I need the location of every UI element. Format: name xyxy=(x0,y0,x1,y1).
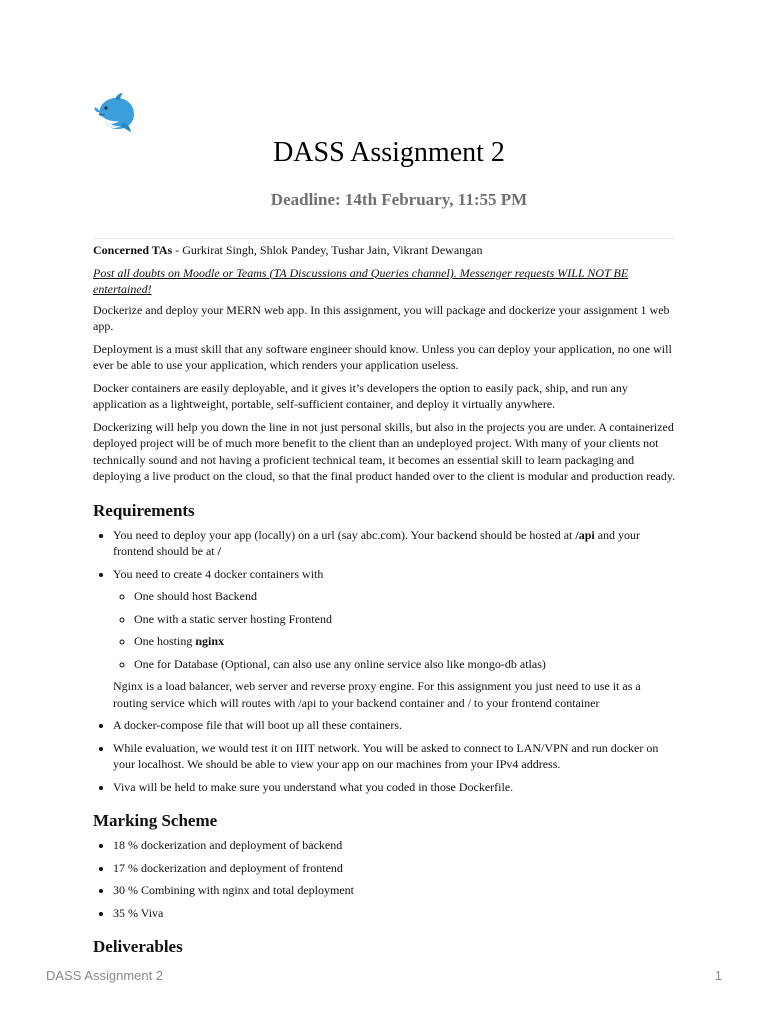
deliverables-heading: Deliverables xyxy=(93,937,183,956)
dolphin-icon xyxy=(93,92,137,134)
list-item: • 18 % dockerization and deployment of backend xyxy=(113,837,677,854)
list-item: • Viva will be held to make sure you understand what you coded in those Dockerfile. xyxy=(113,779,677,796)
nginx-label: nginx xyxy=(195,634,225,648)
page-number: 1 xyxy=(714,968,722,983)
requirements-heading: Requirements xyxy=(93,500,195,520)
req-text: One hosting xyxy=(134,634,196,648)
intro-paragraph: Dockerize and deploy your MERN web app. In this assignment, you will package and dockerize your assignment 1 web app. xyxy=(93,302,670,333)
req-text: You need to create 4 docker containers with xyxy=(113,566,324,581)
page-title: DASS Assignment 2 xyxy=(273,137,505,168)
req-text: and your frontend should be at xyxy=(113,527,641,558)
api-path: /api xyxy=(575,527,595,542)
divider xyxy=(93,238,675,239)
list-item xyxy=(113,527,677,560)
nginx-note: Nginx is a load balancer, web server and reverse proxy engine. For this assignment you just need to use it as a routing service which will routes with /api to your backend container and / to your frontend container xyxy=(113,679,641,710)
req-text: You need to deploy your app (locally) on a url (say abc.com). Your backend should be hosted at xyxy=(113,527,576,542)
marking-list xyxy=(93,837,677,921)
tas-label: Concerned TAs xyxy=(93,243,173,257)
intro-paragraph: Docker containers are easily deployable, and it gives it’s developers the option to easily pack, ship, and run any application as a lightweight, portable, self-sufficient container, and deploy it virtually anywhere. xyxy=(93,380,628,411)
intro-paragraph: Dockerizing will help you down the line in not just personal skills, but also in the projects you are under. A containerized deployed project will be of much more benefit to the client than an undeployed project. With many of your clients not technically sound and not having a proficient technical team, it becomes an essential skill to learn packaging and deploying a live product on the cloud, so that the final product handed over to the client is modular and production ready. xyxy=(93,419,676,483)
list-item: • A docker-compose file that will boot up all these containers. xyxy=(113,717,677,734)
list-item: ◦ One should host Backend xyxy=(134,588,677,605)
containers-list xyxy=(113,588,677,672)
document-body xyxy=(93,242,677,963)
list-item: • 17 % dockerization and deployment of frontend xyxy=(113,860,677,877)
list-item: • While evaluation, we would test it on IIIT network. You will be asked to connect to LAN/VPN and run docker on your localhost. We should be able to view your app on our machines from your IPv4 address. xyxy=(113,740,677,773)
root-path: / xyxy=(217,544,221,558)
list-item xyxy=(134,633,677,650)
list-item xyxy=(113,566,677,712)
doubts-notice: Post all doubts on Moodle or Teams (TA Discussions and Queries channel). Messenger requests WILL NOT BE entertained! xyxy=(93,265,629,296)
tas-line xyxy=(93,242,677,259)
requirements-list xyxy=(93,527,677,796)
deadline: Deadline: 14th February, 11:55 PM xyxy=(270,190,528,209)
intro-paragraph: Deployment is a must skill that any software engineer should know. Unless you can deploy your application, no one will ever be able to use your application, which renders your application useless. xyxy=(93,341,672,372)
list-item: ◦ One for Database (Optional, can also use any online service also like mongo-db atlas) xyxy=(134,656,677,673)
list-item: • 35 % Viva xyxy=(113,905,677,922)
tas-names: - Gurkirat Singh, Shlok Pandey, Tushar Jain, Vikrant Dewangan xyxy=(172,243,483,257)
list-item: • 30 % Combining with nginx and total deployment xyxy=(113,882,677,899)
marking-scheme-heading: Marking Scheme xyxy=(93,811,218,830)
list-item: ◦ One with a static server hosting Frontend xyxy=(134,611,677,628)
footer-doc-title: DASS Assignment 2 xyxy=(46,968,164,983)
